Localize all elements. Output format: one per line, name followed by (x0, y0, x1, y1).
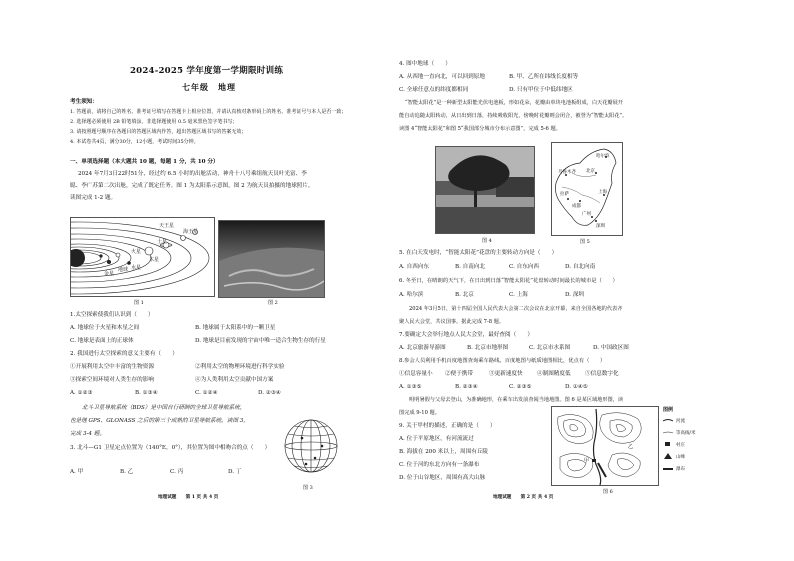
q4-option-b: B. 甲、乙所在纬线长度相等 (509, 74, 579, 80)
beidou-line: 完成 3-4 题。 (70, 431, 105, 437)
beidou-line: 也是继 GPS、GLONASS 之后的第三个成熟的卫星导航系统。读图 3， (70, 418, 249, 424)
notice-line: 3. 请按照题号顺序在各题目的答题区域内作答，超出答题区域书写的答案无效； (70, 129, 247, 135)
q3-option-c: C. 丙 (170, 469, 184, 475)
q3-option-d: D. 丁 (228, 469, 242, 475)
label-venus: 金星 (104, 271, 115, 277)
earth-photo (219, 221, 324, 297)
city-shanghai: 上海 (598, 190, 607, 195)
waterfall-icon (663, 466, 673, 471)
topo-map-figure (551, 406, 659, 486)
label-saturn: 土星 (157, 239, 168, 245)
q1-stem: 1.太空探索使我们认识到（ ） (70, 312, 154, 318)
label-earth: 地球 (118, 267, 129, 273)
sunflower-line: 能自动追随太阳转动，从日出到日落，持续吸收阳光，傍晚时花瓣则会闭合，被誉为“智能太阳花”。 (399, 113, 628, 119)
q9-option-d: D. 位于山谷地区，周围有高大山脉 (399, 475, 486, 481)
q7-option-a: A. 北京旅游导游图 (399, 345, 446, 351)
label-yi: 乙 (628, 444, 634, 450)
hiking-line: 图完成 9-10 题。 (399, 410, 440, 416)
q9-option-a: A. 位于平原地区，有河流流过 (399, 436, 474, 442)
right-page (397, 0, 794, 561)
q8-item-2: ②便于携带 (445, 371, 473, 377)
legend-label: 等高线/米 (676, 431, 696, 436)
q1-option-a: A. 地球位于火星和木星之间 (70, 325, 140, 331)
q6-option-d: D. 深圳 (565, 292, 585, 298)
q8-option-b: B. ②③④ (455, 384, 478, 390)
legend-title: 图例 (663, 407, 674, 413)
sunflower-photo (436, 147, 534, 233)
q2-item-1: ①开展利用太空中丰富的生物资源 (70, 364, 154, 370)
q2-option-d: D. ②③④ (258, 390, 281, 396)
china-city-map (552, 143, 622, 235)
q2-item-3: ③探索空间环境对人类生存的影响 (70, 377, 154, 383)
label-uranus: 天王星 (159, 223, 175, 229)
page-footer-left: 地理试题 第 1 页 共 4 页 (158, 495, 219, 500)
q8-item-1: ①信息容量小 (399, 371, 433, 377)
notice-line: 2. 选择题必须使用 2B 铅笔填涂，非选择题使用 0.5 毫米黑色签字笔书写； (70, 119, 238, 125)
beidou-line: 北斗卫星导航系统（BDS）是中国自行研制的全球卫星导航系统， (82, 405, 246, 411)
q2-item-2: ②利用太空的物理环境进行科学实验 (195, 364, 285, 370)
sunflower-line: “智能太阳花”是一种新型太阳能光伏电池板，形如花朵，花瓣由单块电池板组成，白天花瓣展开 (405, 100, 623, 106)
congress-line: 2024 年3月5日，第十四届全国人民代表大会第二次会议在北京开幕，来自全国各地的代表齐 (409, 306, 623, 312)
q4-stem: 4. 图中地球（ ） (399, 61, 451, 67)
q1-option-d: D. 地球是目前发现的宇宙中唯一适合生物生存的行星 (195, 338, 326, 344)
q5-stem: 5. 在白天发电时，“智能太阳花”花盘的主要转动方向是（ ） (399, 250, 558, 256)
q6-option-a: A. 哈尔滨 (399, 292, 424, 298)
fig4-caption: 图 4 (482, 238, 492, 244)
legend-label: 山峰 (676, 455, 685, 460)
label-neptune: 海王星 (183, 229, 199, 235)
river-icon (663, 418, 673, 423)
legend-item-contour (663, 430, 673, 435)
q7-stem: 7.要确定大会举行地点人民大会堂，最好查阅（ ） (399, 332, 533, 338)
section-heading: 一、单项选择题（本大题共 10 题，每题 1 分，共 10 分） (70, 159, 219, 165)
label-jia: 甲 (584, 458, 590, 464)
q1-option-b: B. 地球属于太阳系中的一颗卫星 (195, 325, 276, 331)
q8-stem: 8.参会人员利用手机百度地图查询乘车路线。百度地图与纸质地图相比，优点有（ ） (399, 358, 606, 364)
city-shenzhen: 深圳 (596, 224, 605, 229)
q6-stem: 6. 冬至日，在晴朗的天气下，在日出到日落“智能太阳花”花盘转动时间最长的城市是（ ） (399, 278, 618, 284)
q5-option-d: D. 自北向南 (565, 264, 596, 270)
q6-option-b: B. 北京 (455, 292, 474, 298)
sunflower-photo-figure (435, 146, 535, 234)
fig6-caption: 图 6 (603, 489, 613, 495)
q5-option-c: C. 自东向西 (509, 264, 540, 270)
q9-stem: 9. 关于甲村的描述，正确的是（ ） (399, 423, 496, 429)
q2-option-c: C. ①②④ (195, 390, 218, 396)
page-footer-right: 地理试题 第 2 页 共 4 页 (493, 495, 554, 500)
topo-legend (663, 406, 703, 486)
q9-option-c: C. 位于河的东北方向有一条瀑布 (399, 462, 480, 468)
sunflower-line: 读图 4“智能太阳花”和图 5“我国部分城市分布示意图”，完成 5-6 题。 (399, 126, 561, 132)
legend-item-river (663, 418, 673, 423)
q1-option-c: C. 地球是表面上的正球体 (70, 338, 134, 344)
legend-item-peak (664, 453, 672, 459)
village-icon (665, 442, 670, 446)
q8-option-c: C. ②③⑤ (509, 384, 532, 390)
city-lhasa: 拉萨 (560, 192, 569, 197)
contour-icon (663, 430, 673, 435)
legend-item-waterfall (663, 466, 673, 471)
q2-option-b: B. ①③④ (135, 390, 158, 396)
q8-option-a: A. ①③⑤ (399, 384, 422, 390)
fig5-caption: 图 5 (580, 239, 590, 245)
legend-label: 瀑布 (676, 467, 685, 472)
notice-line: 1. 答题前，请将自己的姓名、准考证号填写在答题卡上相应位置，并请认真核对条形码上的姓名、准考证号与本人是否一致； (70, 109, 347, 115)
globe-figure (282, 408, 340, 488)
q8-item-5: ⑤信息数字化 (585, 371, 619, 377)
q3-stem: 3. 北斗—G1 卫星定点位置为（140°E，0°），其位置为图中相吻合的点（ ） (70, 445, 271, 451)
q3-option-a: A. 甲 (70, 469, 84, 475)
q7-option-d: D. 中国政区图 (593, 345, 629, 351)
city-guangzhou: 广州 (582, 212, 591, 217)
peak-icon (664, 453, 672, 459)
q5-option-b: B. 自南向北 (455, 264, 486, 270)
label-mars: 火星 (131, 249, 142, 255)
q4-option-c: C. 全球任意点的纬度都相同 (399, 87, 469, 93)
q5-option-a: A. 自西向东 (399, 264, 429, 270)
intro-line: 2024 年7月3日22时51分，经过约 6.5 小时的出舱活动，神舟十八号乘组航天员叶光富、李 (78, 171, 307, 177)
fig2-caption: 图 2 (268, 300, 278, 306)
sun-icon (71, 249, 85, 267)
q2-option-a: A. ①②③ (70, 390, 93, 396)
q8-option-d: D. ①④⑤ (565, 384, 588, 390)
fig1-caption: 图 1 (134, 300, 144, 306)
q8-item-4: ④制图精度低 (537, 371, 571, 377)
q3-option-b: B. 乙 (120, 469, 134, 475)
notice-heading: 考生须知： (70, 99, 98, 105)
city-chengdu: 成都 (572, 204, 581, 209)
earth-photo-figure (218, 220, 325, 298)
hiking-line: 明明暑假与父母去登山，为准确地形，在乘车出发前查阅当地地图。图 6 是某区域地形图，读 (409, 397, 624, 403)
fig3-caption: 图 3 (303, 485, 313, 491)
intro-line: 聪、李广苏第二次出舱，完成了既定任务。图 1 为太阳系示意图，图 2 为航天员拍摄的地球照片， (70, 183, 314, 189)
q7-option-c: C. 北京市水系图 (529, 345, 571, 351)
village-marker (592, 459, 596, 462)
topo-map (552, 407, 658, 485)
label-mercury: 水星 (131, 265, 142, 271)
exam-title: 2024-2025 学年度第一学期限时训练 (130, 66, 284, 76)
q6-option-c: C. 上海 (509, 292, 528, 298)
city-harbin: 哈尔滨 (596, 154, 610, 159)
legend-label: 村庄 (676, 443, 685, 448)
solar-system-figure (70, 217, 215, 297)
q2-item-4: ④为人类利用太空贡献中国方案 (195, 377, 274, 383)
q9-option-b: B. 海拔在 200 米以上，周围有丘陵 (399, 449, 489, 455)
china-city-map-figure (551, 142, 623, 236)
q4-option-d: D. 只有甲位于中低纬地区 (509, 87, 573, 93)
q2-stem: 2. 我国进行太空探索的意义主要有（ ） (70, 351, 178, 357)
congress-line: 聚人民大会堂，共议国事。据此完成 7-8 题。 (399, 319, 505, 325)
q7-option-b: B. 北京市地形图 (467, 345, 509, 351)
globe-diagram (282, 408, 340, 488)
legend-label: 河流 (676, 419, 685, 424)
q4-option-a: A. 从西地一直向北，可以回到原地 (399, 74, 485, 80)
notice-line: 4. 本试卷共4页，满分30分，12小题，考试时间35分钟。 (70, 139, 199, 145)
intro-line: 读图完成 1-2 题。 (70, 195, 117, 201)
label-jupiter: 木星 (149, 257, 160, 263)
exam-subtitle: 七年级 地理 (182, 82, 236, 92)
river-line (594, 409, 601, 485)
city-urumqi: 乌鲁木齐 (558, 170, 576, 175)
q8-item-3: ③更新速度快 (489, 371, 523, 377)
city-beijing: 北京 (586, 169, 595, 174)
